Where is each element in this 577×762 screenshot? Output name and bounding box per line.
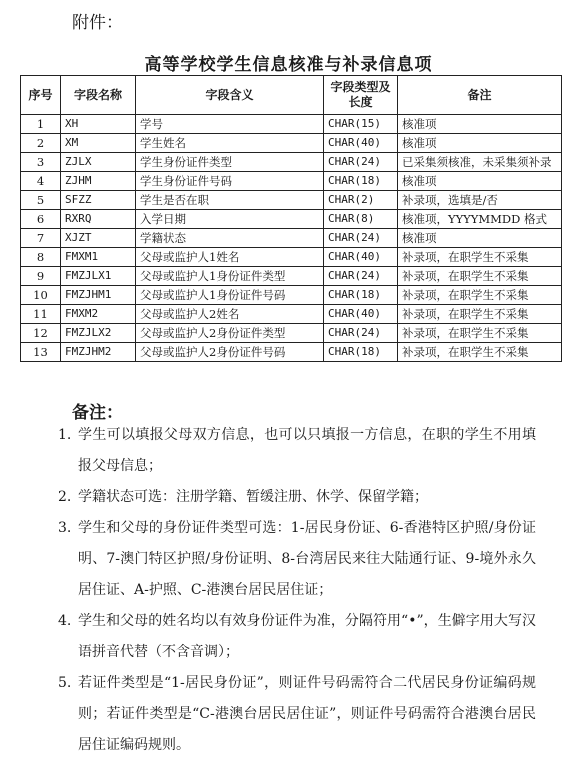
note-number: 5. bbox=[58, 675, 72, 691]
cell-field-meaning: 父母或监护人1身份证件号码 bbox=[136, 286, 324, 305]
cell-remarks: 核准项 bbox=[398, 115, 562, 134]
cell-field-type: CHAR(24) bbox=[324, 267, 398, 286]
note-item bbox=[58, 420, 536, 482]
cell-seq: 7 bbox=[21, 229, 61, 248]
table-row bbox=[21, 324, 562, 343]
cell-remarks: 核准项，YYYYMMDD 格式 bbox=[398, 210, 562, 229]
cell-remarks: 核准项 bbox=[398, 229, 562, 248]
cell-field-name: FMZJLX2 bbox=[61, 324, 136, 343]
cell-field-name: FMXM2 bbox=[61, 305, 136, 324]
note-item bbox=[58, 513, 536, 606]
note-number: 2. bbox=[58, 489, 72, 505]
note-item bbox=[58, 668, 536, 761]
cell-field-meaning: 入学日期 bbox=[136, 210, 324, 229]
cell-remarks: 补录项，在职学生不采集 bbox=[398, 286, 562, 305]
cell-field-type: CHAR(8) bbox=[324, 210, 398, 229]
cell-field-name: FMXM1 bbox=[61, 248, 136, 267]
cell-remarks: 补录项，在职学生不采集 bbox=[398, 343, 562, 362]
cell-seq: 6 bbox=[21, 210, 61, 229]
cell-field-meaning: 学生姓名 bbox=[136, 134, 324, 153]
cell-field-name: XH bbox=[61, 115, 136, 134]
table-row bbox=[21, 134, 562, 153]
table-row bbox=[21, 248, 562, 267]
cell-field-type: CHAR(40) bbox=[324, 305, 398, 324]
cell-field-meaning: 学生是否在职 bbox=[136, 191, 324, 210]
table-row bbox=[21, 305, 562, 324]
cell-field-name: RXRQ bbox=[61, 210, 136, 229]
cell-field-meaning: 父母或监护人2姓名 bbox=[136, 305, 324, 324]
cell-field-meaning: 父母或监护人1姓名 bbox=[136, 248, 324, 267]
table-body bbox=[21, 115, 562, 362]
cell-seq: 13 bbox=[21, 343, 61, 362]
header-field-type: 字段类型及长度 bbox=[324, 76, 398, 115]
document-title: 高等学校学生信息核准与补录信息项 bbox=[144, 55, 433, 75]
cell-field-type: CHAR(2) bbox=[324, 191, 398, 210]
cell-field-meaning: 父母或监护人2身份证件类型 bbox=[136, 324, 324, 343]
cell-field-name: FMZJLX1 bbox=[61, 267, 136, 286]
note-text: 学生和父母的姓名均以有效身份证件为准，分隔符用“•”，生僻字用大写汉语拼音代替（不含音调）； bbox=[78, 613, 536, 660]
cell-seq: 5 bbox=[21, 191, 61, 210]
cell-field-name: ZJHM bbox=[61, 172, 136, 191]
header-field-name: 字段名称 bbox=[61, 76, 136, 115]
table-row bbox=[21, 267, 562, 286]
cell-field-name: XM bbox=[61, 134, 136, 153]
cell-remarks: 补录项，选填是/否 bbox=[398, 191, 562, 210]
cell-seq: 12 bbox=[21, 324, 61, 343]
note-text: 学籍状态可选：注册学籍、暂缓注册、休学、保留学籍； bbox=[78, 489, 428, 505]
table-row bbox=[21, 172, 562, 191]
cell-field-type: CHAR(18) bbox=[324, 172, 398, 191]
cell-remarks: 补录项，在职学生不采集 bbox=[398, 248, 562, 267]
cell-seq: 11 bbox=[21, 305, 61, 324]
cell-field-meaning: 学籍状态 bbox=[136, 229, 324, 248]
cell-field-meaning: 父母或监护人2身份证件号码 bbox=[136, 343, 324, 362]
table-row bbox=[21, 286, 562, 305]
header-remarks: 备注 bbox=[398, 76, 562, 115]
cell-seq: 9 bbox=[21, 267, 61, 286]
table-header-row bbox=[21, 76, 562, 115]
cell-remarks: 补录项，在职学生不采集 bbox=[398, 305, 562, 324]
note-text: 学生可以填报父母双方信息，也可以只填报一方信息，在职的学生不用填报父母信息； bbox=[78, 427, 536, 474]
header-seq: 序号 bbox=[21, 76, 61, 115]
header-field-meaning: 字段含义 bbox=[136, 76, 324, 115]
cell-field-type: CHAR(15) bbox=[324, 115, 398, 134]
notes-title: 备注： bbox=[72, 403, 123, 423]
cell-seq: 4 bbox=[21, 172, 61, 191]
cell-field-type: CHAR(18) bbox=[324, 286, 398, 305]
note-text: 学生和父母的身份证件类型可选：1-居民身份证、6-香港特区护照/身份证明、7-澳门特区护照/身份证明、8-台湾居民来往大陆通行证、9-境外永久居住证、A-护照、C-港澳台居民居住证； bbox=[78, 520, 536, 598]
note-item bbox=[58, 606, 536, 668]
cell-field-meaning: 学号 bbox=[136, 115, 324, 134]
cell-seq: 8 bbox=[21, 248, 61, 267]
cell-field-type: CHAR(24) bbox=[324, 153, 398, 172]
cell-field-meaning: 父母或监护人1身份证件类型 bbox=[136, 267, 324, 286]
field-table bbox=[20, 75, 562, 362]
cell-field-type: CHAR(24) bbox=[324, 324, 398, 343]
table-row bbox=[21, 343, 562, 362]
cell-field-type: CHAR(40) bbox=[324, 134, 398, 153]
table-row bbox=[21, 210, 562, 229]
cell-field-name: SFZZ bbox=[61, 191, 136, 210]
cell-field-type: CHAR(18) bbox=[324, 343, 398, 362]
table-row bbox=[21, 153, 562, 172]
note-item bbox=[58, 482, 536, 513]
note-number: 1. bbox=[58, 427, 72, 443]
cell-remarks: 核准项 bbox=[398, 172, 562, 191]
cell-field-meaning: 学生身份证件号码 bbox=[136, 172, 324, 191]
note-text: 若证件类型是“1-居民身份证”，则证件号码需符合二代居民身份证编码规则；若证件类型是“C-港澳台居民居住证”，则证件号码需符合港澳台居民居住证编码规则。 bbox=[78, 675, 536, 753]
cell-seq: 10 bbox=[21, 286, 61, 305]
cell-field-name: FMZJHM1 bbox=[61, 286, 136, 305]
cell-field-meaning: 学生身份证件类型 bbox=[136, 153, 324, 172]
table-row bbox=[21, 191, 562, 210]
cell-field-name: XJZT bbox=[61, 229, 136, 248]
note-number: 3. bbox=[58, 520, 72, 536]
cell-remarks: 核准项 bbox=[398, 134, 562, 153]
note-number: 4. bbox=[58, 613, 72, 629]
cell-remarks: 已采集须核准，未采集须补录 bbox=[398, 153, 562, 172]
cell-seq: 2 bbox=[21, 134, 61, 153]
cell-seq: 1 bbox=[21, 115, 61, 134]
table-row bbox=[21, 115, 562, 134]
table-row bbox=[21, 229, 562, 248]
cell-field-name: ZJLX bbox=[61, 153, 136, 172]
cell-seq: 3 bbox=[21, 153, 61, 172]
cell-field-name: FMZJHM2 bbox=[61, 343, 136, 362]
cell-remarks: 补录项，在职学生不采集 bbox=[398, 324, 562, 343]
cell-field-type: CHAR(24) bbox=[324, 229, 398, 248]
attachment-label: 附件： bbox=[72, 13, 123, 33]
cell-remarks: 补录项，在职学生不采集 bbox=[398, 267, 562, 286]
cell-field-type: CHAR(40) bbox=[324, 248, 398, 267]
